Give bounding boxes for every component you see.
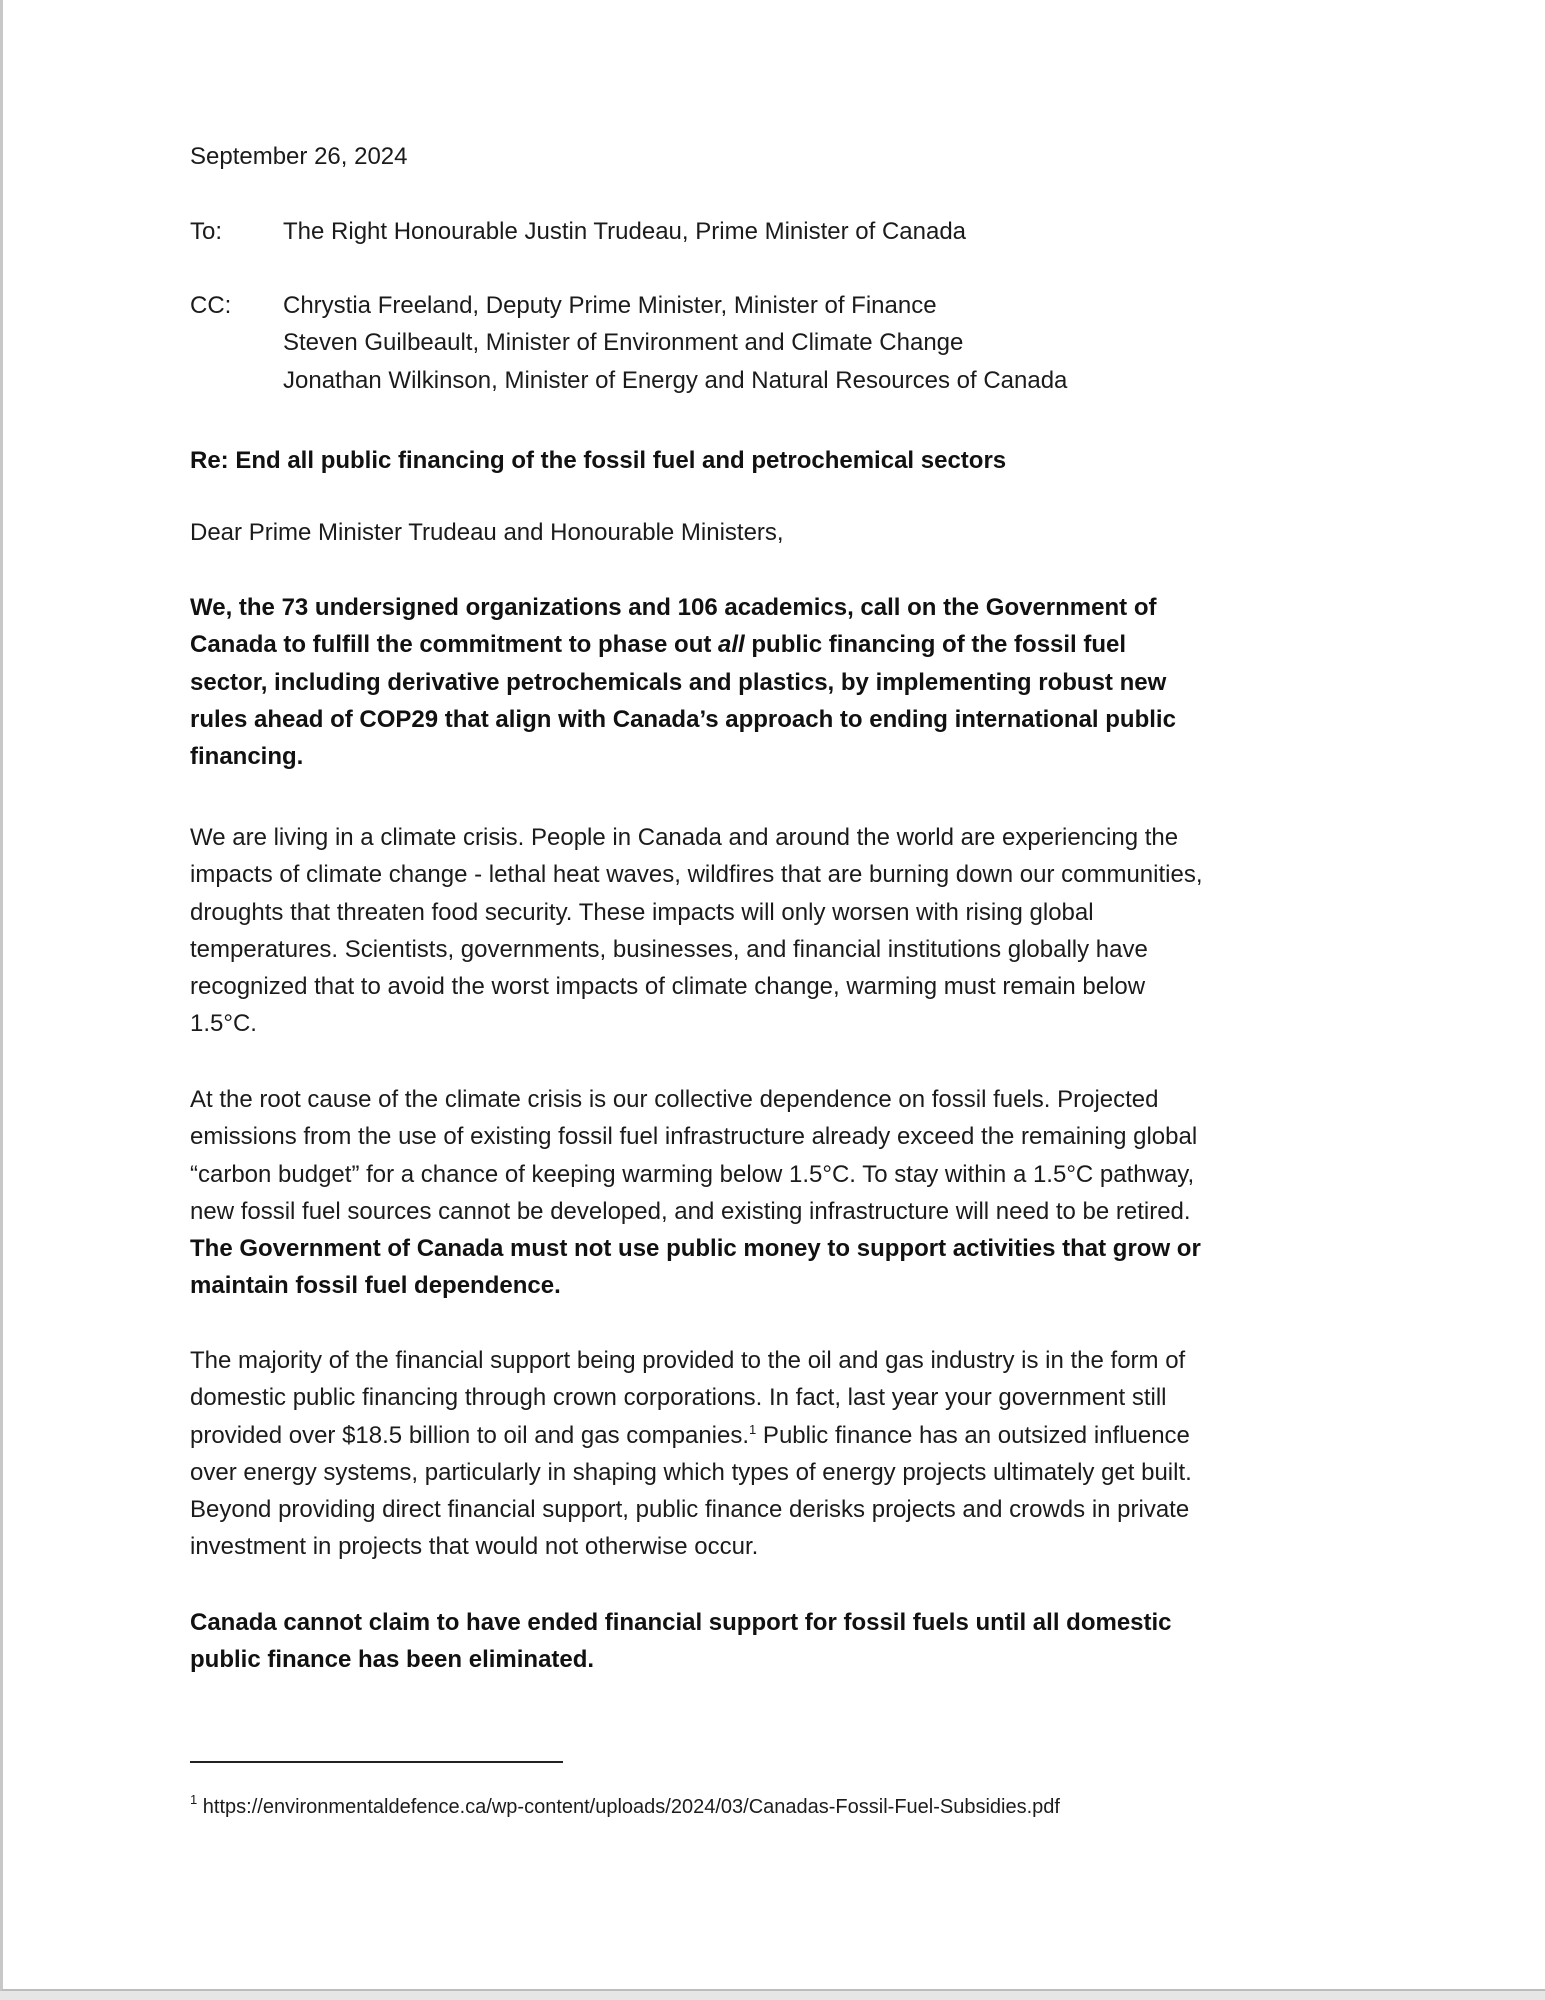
intro-line: rules ahead of COP29 that align with Canada’s approach to ending international public — [190, 705, 1176, 733]
conclusion-paragraph — [190, 1604, 1172, 1679]
paragraph-line: temperatures. Scientists, governments, businesses, and financial institutions globally have — [190, 935, 1148, 963]
letter-date: September 26, 2024 — [190, 143, 408, 170]
footnote-reference[interactable]: 1 — [749, 1421, 757, 1437]
paragraph-line: 1.5°C. — [190, 1010, 257, 1038]
intro-text: public financing of the fossil fuel — [744, 631, 1127, 659]
intro-line: sector, including derivative petrochemicals and plastics, by implementing robust new — [190, 668, 1167, 696]
paragraph-bold-line: The Government of Canada must not use public money to support activities that grow or — [190, 1235, 1201, 1263]
paragraph-bold-line: maintain fossil fuel dependence. — [190, 1272, 561, 1300]
footnote-number: 1 — [190, 1792, 198, 1807]
footnote — [190, 1792, 1060, 1819]
salutation: Dear Prime Minister Trudeau and Honourable Ministers, — [190, 519, 784, 546]
paragraph-line: over energy systems, particularly in shaping which types of energy projects ultimately get built. — [190, 1458, 1192, 1486]
footnote-link[interactable]: https://environmentaldefence.ca/wp-content/uploads/2024/03/Canadas-Fossil-Fuel-Subsidies.pdf — [197, 1796, 1060, 1818]
paragraph-line: The majority of the financial support being provided to the oil and gas industry is in the form of — [190, 1347, 1186, 1374]
paragraph-line: investment in projects that would not otherwise occur. — [190, 1533, 759, 1561]
conclusion-line: public finance has been eliminated. — [190, 1646, 595, 1674]
paragraph-line: impacts of climate change - lethal heat waves, wildfires that are burning down our communities, — [190, 861, 1203, 889]
paragraph-line: droughts that threaten food security. These impacts will only worsen with rising global — [190, 898, 1094, 926]
intro-paragraph — [190, 589, 1176, 775]
cc-recipient: Chrystia Freeland, Deputy Prime Minister, Minister of Finance — [283, 292, 937, 319]
intro-emphasis: all — [718, 631, 745, 659]
cc-recipient: Steven Guilbeault, Minister of Environment and Climate Change — [283, 329, 964, 357]
climate-paragraph — [190, 819, 1203, 1043]
intro-line: financing. — [190, 743, 304, 771]
intro-text: Canada to fulfill the commitment to phase out — [190, 631, 719, 659]
recipient-line — [190, 213, 966, 250]
paragraph-text: provided over $18.5 billion to oil and gas companies. — [190, 1421, 750, 1449]
paragraph-line: recognized that to avoid the worst impacts of climate change, warming must remain below — [190, 973, 1146, 1001]
paragraph-line: Beyond providing direct financial support, public finance derisks projects and crowds in private — [190, 1496, 1190, 1524]
paragraph-line: At the root cause of the climate crisis is our collective dependence on fossil fuels. Projected — [190, 1086, 1159, 1113]
majority-paragraph — [190, 1342, 1192, 1566]
cc-label: CC: — [190, 292, 232, 319]
conclusion-line: Canada cannot claim to have ended financial support for fossil fuels until all domestic — [190, 1609, 1172, 1636]
paragraph-line: We are living in a climate crisis. People in Canada and around the world are experiencing the — [190, 824, 1179, 851]
subject-line: Re: End all public financing of the fossil fuel and petrochemical sectors — [190, 447, 1007, 474]
intro-line — [190, 626, 1176, 663]
to-label: To: — [190, 218, 223, 245]
paragraph-line: new fossil fuel sources cannot be developed, and existing infrastructure will need to be retired. — [190, 1197, 1191, 1225]
paragraph-line: “carbon budget” for a chance of keeping warming below 1.5°C. To stay within a 1.5°C pathway, — [190, 1160, 1195, 1188]
cc-recipient: Jonathan Wilkinson, Minister of Energy and Natural Resources of Canada — [283, 366, 1068, 394]
root-cause-paragraph — [190, 1081, 1201, 1305]
cc-block — [190, 287, 1067, 399]
paragraph-text: Public finance has an outsized influence — [756, 1421, 1190, 1449]
footnote-separator — [190, 1761, 563, 1763]
paragraph-line: domestic public financing through crown corporations. In fact, last year your government still — [190, 1384, 1167, 1412]
paragraph-line — [190, 1417, 1192, 1454]
paragraph-line: emissions from the use of existing fossil fuel infrastructure already exceed the remaining global — [190, 1123, 1198, 1151]
intro-line: We, the 73 undersigned organizations and 106 academics, call on the Government of — [190, 594, 1157, 621]
to-recipient: The Right Honourable Justin Trudeau, Prime Minister of Canada — [283, 218, 967, 245]
